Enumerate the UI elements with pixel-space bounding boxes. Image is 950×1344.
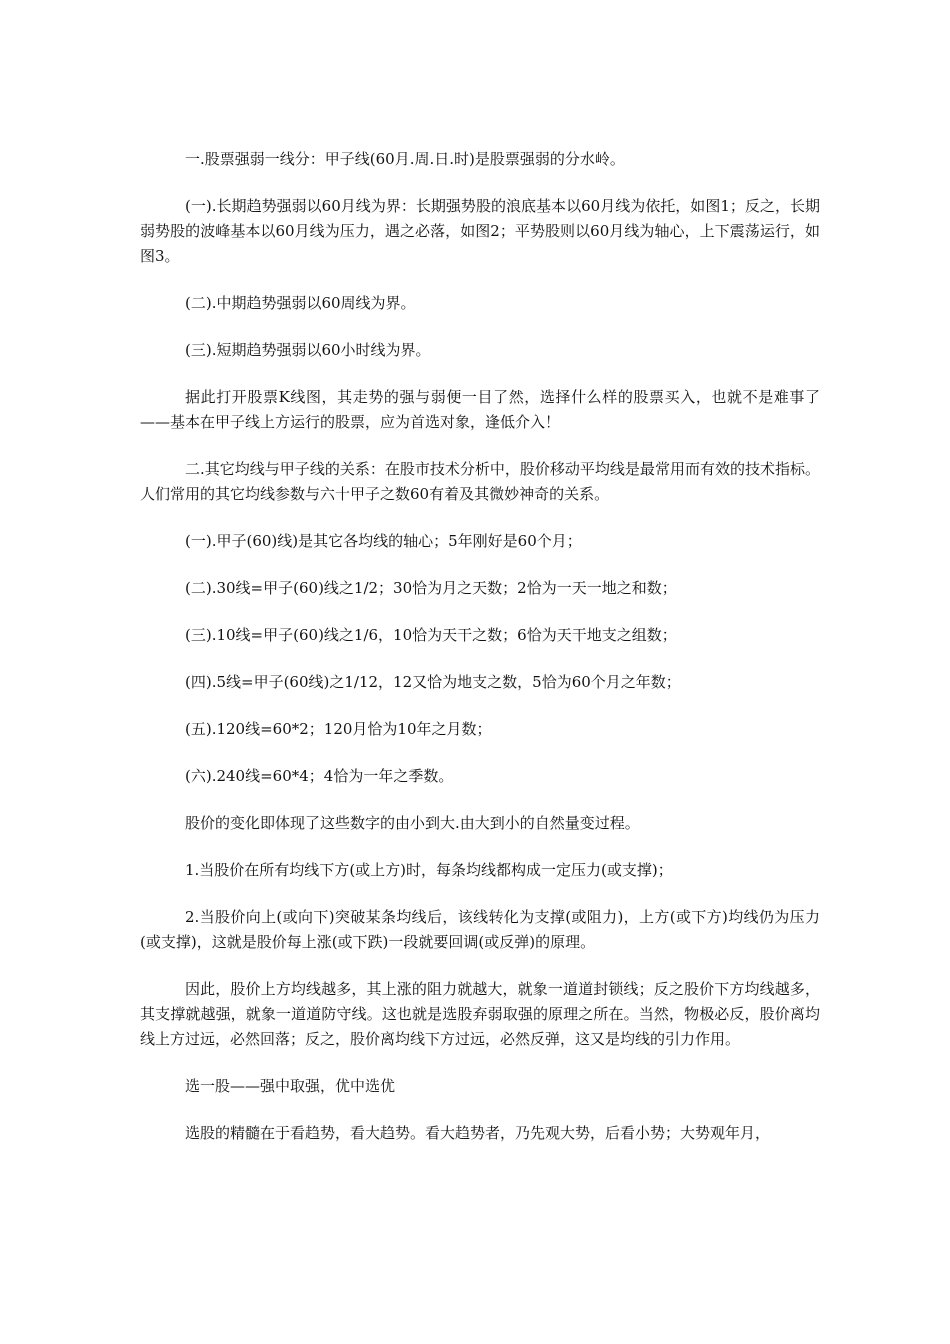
paragraph-2: (一).长期趋势强弱以60月线为界：长期强势股的浪底基本以60月线为依托，如图1；反之，长期弱势股的波峰基本以60月线为压力，遇之必落，如图2；平势股则以60月线为轴心，上下震荡运行，如图3。 xyxy=(140,197,820,265)
paragraph-10: (四).5线=甲子(60线)之1/12，12又恰为地支之数，5恰为60个月之年数； xyxy=(185,673,681,691)
paragraph-6: 二.其它均线与甲子线的关系：在股市技术分析中，股价移动平均线是最常用而有效的技术指标。人们常用的其它均线参数与六十甲子之数60有着及其微妙神奇的关系。 xyxy=(140,460,820,503)
paragraph-5: 据此打开股票K线图，其走势的强与弱便一目了然，选择什么样的股票买入，也就不是难事了——基本在甲子线上方运行的股票，应为首选对象，逢低介入！ xyxy=(140,388,820,431)
paragraph-14: 1.当股价在所有均线下方(或上方)时，每条均线都构成一定压力(或支撑)； xyxy=(185,861,673,879)
paragraph-3: (二).中期趋势强弱以60周线为界。 xyxy=(185,294,416,312)
paragraph-9: (三).10线=甲子(60)线之1/6，10恰为天干之数；6恰为天干地支之组数； xyxy=(185,626,677,644)
paragraph-12: (六).240线=60*4；4恰为一年之季数。 xyxy=(185,767,454,785)
document-body xyxy=(140,147,820,1168)
paragraph-15: 2.当股价向上(或向下)突破某条均线后，该线转化为支撑(或阻力)，上方(或下方)均线仍为压力(或支撑)，这就是股价每上涨(或下跌)一段就要回调(或反弹)的原理。 xyxy=(140,908,820,951)
paragraph-1: 一.股票强弱一线分：甲子线(60月.周.日.时)是股票强弱的分水岭。 xyxy=(185,150,625,168)
paragraph-4: (三).短期趋势强弱以60小时线为界。 xyxy=(185,341,431,359)
paragraph-16: 因此，股价上方均线越多，其上涨的阻力就越大，就象一道道封锁线；反之股价下方均线越多，其支撑就越强，就象一道道防守线。这也就是选股弃弱取强的原理之所在。当然，物极必反，股价离均线上方过远，必然回落；反之，股价离均线下方过远，必然反弹，这又是均线的引力作用。 xyxy=(140,980,820,1048)
paragraph-13: 股价的变化即体现了这些数字的由小到大.由大到小的自然量变过程。 xyxy=(185,814,640,832)
paragraph-7: (一).甲子(60)线)是其它各均线的轴心；5年刚好是60个月； xyxy=(185,532,582,550)
paragraph-17: 选一股——强中取强，优中选优 xyxy=(185,1077,396,1095)
paragraph-8: (二).30线=甲子(60)线之1/2；30恰为月之天数；2恰为一天一地之和数； xyxy=(185,579,677,597)
paragraph-18: 选股的精髓在于看趋势，看大趋势。看大趋势者，乃先观大势，后看小势；大势观年月， xyxy=(185,1124,771,1142)
paragraph-11: (五).120线=60*2；120月恰为10年之月数； xyxy=(185,720,492,738)
